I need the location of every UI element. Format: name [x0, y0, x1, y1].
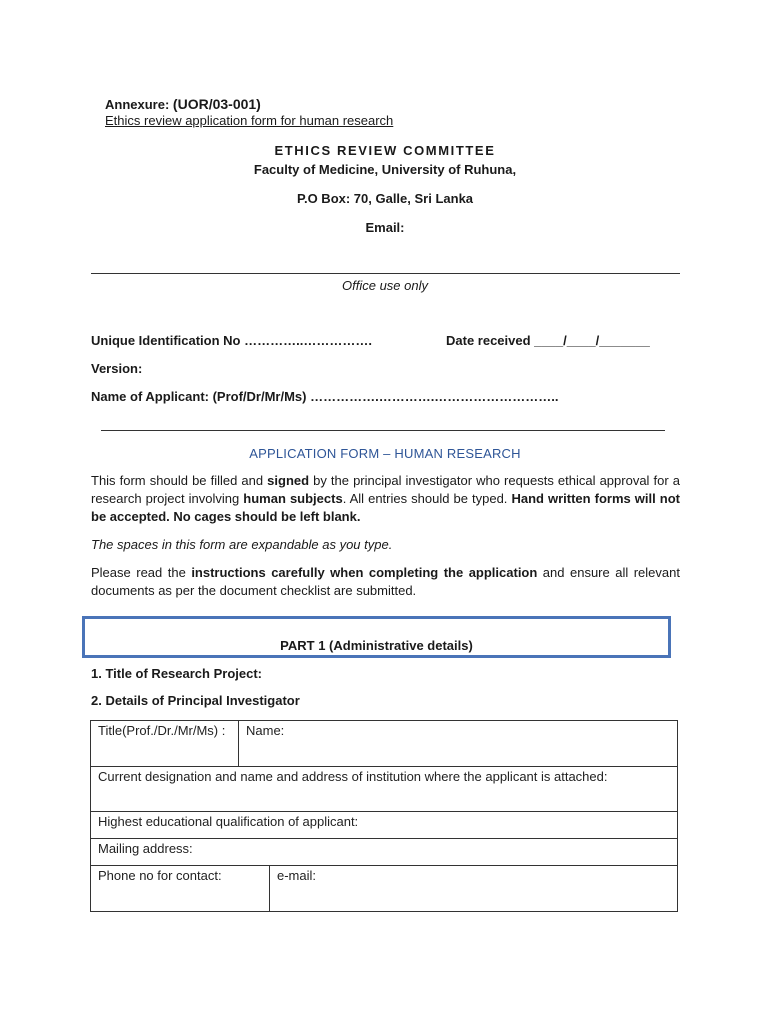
version-field[interactable]: Version: [91, 361, 143, 376]
divider-top [91, 273, 680, 274]
annexure-label [105, 96, 261, 112]
research-title-question: 1. Title of Research Project: [91, 666, 262, 681]
divider-bottom [101, 430, 665, 431]
designation-cell[interactable]: Current designation and name and address of institution where the applicant is attached: [91, 767, 678, 812]
para3-text-2: and ensure all relevant documents as per the document checklist are submitted. [91, 565, 680, 598]
qualification-cell[interactable]: Highest educational qualification of applicant: [91, 812, 678, 839]
name-cell[interactable]: Name: [239, 721, 678, 767]
checklist-paragraph [91, 564, 680, 600]
annexure-text: Annexure: [105, 97, 170, 112]
para3-text-1: Please read the [91, 565, 192, 580]
instructions-paragraph [91, 472, 680, 526]
para1-bold-3: Hand written forms will not be accepted. No cages should be left blank. [91, 491, 680, 524]
office-use-label: Office use only [342, 278, 428, 293]
application-form-heading: APPLICATION FORM – HUMAN RESEARCH [249, 446, 521, 461]
phone-cell[interactable]: Phone no for contact: [91, 866, 270, 912]
annexure-code: (UOR/03-001) [172, 96, 261, 112]
part1-title: PART 1 (Administrative details) [280, 638, 473, 653]
pi-details-question: 2. Details of Principal Investigator [91, 693, 300, 708]
pi-details-table [90, 720, 678, 912]
para1-bold-1: signed [267, 473, 310, 488]
expandable-note: The spaces in this form are expandable as you type. [91, 537, 393, 552]
date-received-field[interactable]: Date received ____/____/_______ [446, 333, 650, 348]
form-title: Ethics review application form for human research [105, 113, 394, 128]
faculty-line: Faculty of Medicine, University of Ruhuna, [253, 162, 517, 177]
committee-heading: ETHICS REVIEW COMMITTEE [274, 143, 496, 158]
para1-bold-2: human subjects [243, 491, 343, 506]
para1-text-1: This form should be filled and [91, 473, 268, 488]
email-cell[interactable]: e-mail: [270, 866, 678, 912]
pobox-line: P.O Box: 70, Galle, Sri Lanka [296, 191, 474, 206]
para3-bold-1: instructions carefully when completing the application [191, 565, 538, 580]
email-line: Email: [365, 220, 405, 235]
applicant-name-field[interactable]: Name of Applicant: (Prof/Dr/Mr/Ms) …………….………….……………………….. [91, 389, 559, 404]
mailing-address-cell[interactable]: Mailing address: [91, 839, 678, 866]
unique-id-field[interactable]: Unique Identification No …………..……………. [91, 333, 372, 348]
para1-text-2: by the principal investigator who requests ethical approval for a research project involving [91, 473, 680, 506]
para1-text-3: . All entries should be typed. [342, 491, 512, 506]
title-cell[interactable]: Title(Prof./Dr./Mr/Ms) : [91, 721, 239, 767]
